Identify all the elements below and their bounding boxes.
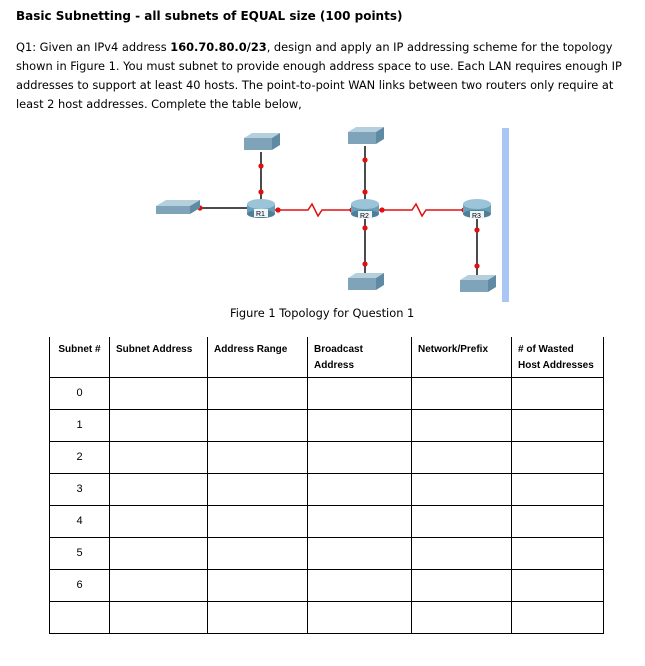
page-title: Basic Subnetting - all subnets of EQUAL size (100 points) — [16, 9, 403, 23]
wan-r2-r3 — [378, 204, 466, 216]
row-number: 3 — [50, 473, 110, 505]
cell-broadcast[interactable] — [308, 377, 412, 409]
cell-broadcast[interactable] — [308, 569, 412, 601]
subnet-table — [49, 337, 604, 634]
links — [200, 146, 477, 276]
cell-subnet-address[interactable] — [110, 601, 208, 633]
cell-broadcast[interactable] — [308, 441, 412, 473]
col-wasted-hosts: # of Wasted Host Addresses — [512, 337, 604, 377]
cell-broadcast[interactable] — [308, 409, 412, 441]
cell-address-range[interactable] — [208, 377, 308, 409]
cell-address-range[interactable] — [208, 537, 308, 569]
figure-caption: Figure 1 Topology for Question 1 — [230, 306, 415, 320]
table-row — [50, 601, 604, 633]
col-broadcast-address: Broadcast Address — [308, 337, 412, 377]
router-label-r3: R3 — [472, 213, 481, 220]
cell-address-range[interactable] — [208, 601, 308, 633]
row-number: 4 — [50, 505, 110, 537]
switch-top2-icon — [348, 127, 384, 144]
cell-wasted[interactable] — [512, 377, 604, 409]
question-prefix: Q1: Given an IPv4 address — [16, 40, 171, 54]
question-text — [16, 38, 636, 114]
cell-address-range[interactable] — [208, 569, 308, 601]
col-network-prefix: Network/Prefix — [412, 337, 512, 377]
cell-subnet-address[interactable] — [110, 473, 208, 505]
cell-subnet-address[interactable] — [110, 505, 208, 537]
cell-wasted[interactable] — [512, 569, 604, 601]
switch-left-icon — [156, 200, 200, 214]
cell-address-range[interactable] — [208, 441, 308, 473]
cell-network-prefix[interactable] — [412, 409, 512, 441]
cell-broadcast[interactable] — [308, 537, 412, 569]
table-row — [50, 537, 604, 569]
cell-subnet-address[interactable] — [110, 409, 208, 441]
cell-subnet-address[interactable] — [110, 377, 208, 409]
row-number: 5 — [50, 537, 110, 569]
cell-address-range[interactable] — [208, 409, 308, 441]
row-number — [50, 601, 110, 633]
switch-bottom2-icon — [348, 273, 384, 290]
port-dots — [197, 157, 479, 268]
cell-wasted[interactable] — [512, 409, 604, 441]
col-subnet-number: Subnet # — [50, 337, 110, 377]
switch-top1-icon — [244, 133, 280, 150]
switch-bottom3-icon — [460, 275, 496, 292]
cell-broadcast[interactable] — [308, 601, 412, 633]
table-row — [50, 505, 604, 537]
table-row — [50, 441, 604, 473]
cell-network-prefix[interactable] — [412, 441, 512, 473]
row-number: 2 — [50, 441, 110, 473]
rack-bar — [502, 128, 509, 302]
cell-network-prefix[interactable] — [412, 505, 512, 537]
topology-diagram — [150, 126, 520, 304]
cell-broadcast[interactable] — [308, 473, 412, 505]
cell-wasted[interactable] — [512, 601, 604, 633]
cell-wasted[interactable] — [512, 537, 604, 569]
cell-network-prefix[interactable] — [412, 537, 512, 569]
cell-subnet-address[interactable] — [110, 441, 208, 473]
cell-subnet-address[interactable] — [110, 537, 208, 569]
cell-address-range[interactable] — [208, 505, 308, 537]
row-number: 1 — [50, 409, 110, 441]
cell-network-prefix[interactable] — [412, 601, 512, 633]
cell-network-prefix[interactable] — [412, 377, 512, 409]
router-label-r1: R1 — [256, 211, 265, 218]
table-row — [50, 473, 604, 505]
question-address: 160.70.80.0/23 — [170, 40, 267, 54]
router-label-r2: R2 — [360, 213, 369, 220]
row-number: 0 — [50, 377, 110, 409]
table-row — [50, 569, 604, 601]
cell-address-range[interactable] — [208, 473, 308, 505]
question-rest: , design and apply an IP addressing scheme for the topology shown in Figure 1. You must subnet to provide enough address space to use. Each LAN requires enough IP addresses to support at least 40 hosts. The point-to-point WAN links between two routers only require at least 2 host addresses. Complete the table below, — [16, 40, 622, 111]
cell-wasted[interactable] — [512, 473, 604, 505]
cell-wasted[interactable] — [512, 505, 604, 537]
cell-network-prefix[interactable] — [412, 473, 512, 505]
table-row — [50, 377, 604, 409]
cell-broadcast[interactable] — [308, 505, 412, 537]
cell-subnet-address[interactable] — [110, 569, 208, 601]
row-number: 6 — [50, 569, 110, 601]
col-address-range: Address Range — [208, 337, 308, 377]
table-header-row — [50, 337, 604, 377]
cell-network-prefix[interactable] — [412, 569, 512, 601]
wan-r1-r2 — [274, 204, 354, 216]
table-row — [50, 409, 604, 441]
col-subnet-address: Subnet Address — [110, 337, 208, 377]
cell-wasted[interactable] — [512, 441, 604, 473]
